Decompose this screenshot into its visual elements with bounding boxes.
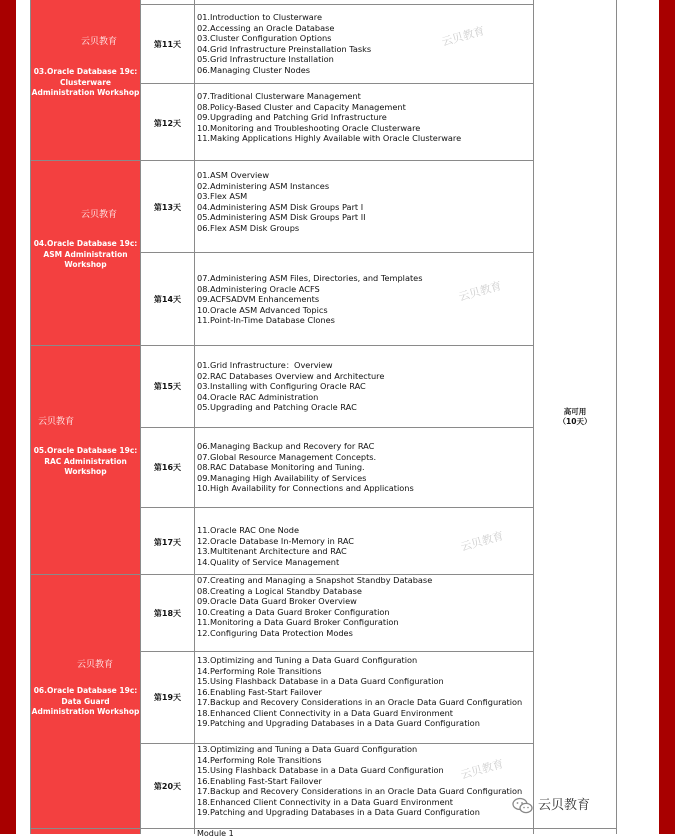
module-title-line: RAC Administration: [44, 456, 127, 466]
topic-item: 03.Installing with Configuring Oracle RAC: [197, 381, 366, 391]
topic-list: [197, 655, 522, 729]
topic-item: 14.Performing Role Transitions: [197, 754, 322, 765]
topic-item: 09.Managing High Availability of Services: [197, 472, 367, 483]
topic-item: 05.Administering ASM Disk Groups Part II: [197, 212, 366, 222]
wechat-icon: [512, 797, 534, 815]
module-title-line: Clusterware: [59, 77, 112, 87]
topic-item: 17.Backup and Recovery Considerations in an Oracle Data Guard Configuration: [197, 697, 523, 707]
topic-list: [197, 170, 366, 233]
topic-item: 04.Oracle RAC Administration: [197, 391, 319, 402]
topic-item: 06.Managing Backup and Recovery for RAC: [197, 441, 375, 451]
module-title-line: 04.Oracle Database 19c:: [33, 239, 138, 248]
right-red-border: [659, 0, 675, 834]
topic-item: 18.Enhanced Client Connectivity in a Data Guard Environment: [197, 796, 454, 807]
row-divider: [30, 160, 534, 161]
module-title-line: Data Guard: [61, 696, 110, 706]
day-label: 第13天: [153, 203, 182, 212]
day-label: 第17天: [153, 538, 182, 547]
module-title-line: Workshop: [64, 467, 107, 476]
module-title-rac: [31, 446, 140, 478]
day-label: 第15天: [153, 382, 182, 391]
table-border-right: [616, 0, 617, 834]
row-divider: [140, 651, 534, 652]
topic-item: 01.Grid Infrastructure：Overview: [197, 360, 333, 370]
row-divider: [30, 828, 616, 829]
topic-item: 17.Backup and Recovery Considerations in an Oracle Data Guard Configuration: [197, 786, 523, 796]
topic-item: 13.Optimizing and Tuning a Data Guard Configuration: [197, 744, 418, 754]
day-label: 第12天: [153, 119, 182, 128]
module-title-line: Workshop: [64, 260, 107, 269]
module-cell-clusterware: [31, 0, 140, 160]
brand-name: 云贝教育: [538, 798, 591, 813]
topic-list: [197, 273, 422, 326]
column-divider: [194, 0, 195, 834]
topic-item: 05.Grid Infrastructure Installation: [197, 54, 334, 64]
table-border-left: [30, 0, 31, 834]
topic-item: 12.Oracle Database In-Memory in RAC: [197, 535, 354, 546]
brand-watermark: [512, 794, 590, 815]
topic-item: 09.Oracle Data Guard Broker Overview: [197, 596, 357, 606]
topic-item: 02.Administering ASM Instances: [197, 180, 330, 191]
topic-item: 04.Administering ASM Disk Groups Part I: [197, 201, 364, 212]
module-title-line: 06.Oracle Database 19c:: [33, 686, 138, 695]
topic-item: 08.RAC Database Monitoring and Tuning.: [197, 462, 365, 472]
day-label: 第14天: [153, 295, 182, 304]
day-label: 第20天: [153, 782, 182, 791]
topic-item: 01.ASM Overview: [197, 170, 270, 180]
day-label: 第18天: [153, 609, 182, 618]
topic-item: 15.Using Flashback Database in a Data Guard Configuration: [197, 676, 444, 686]
topic-item: 10.Creating a Data Guard Broker Configuration: [197, 606, 390, 617]
topic-item: 11.Monitoring a Data Guard Broker Configuration: [197, 617, 399, 627]
topic-item: 15.Using Flashback Database in a Data Guard Configuration: [197, 765, 444, 775]
topic-item: 19.Patching and Upgrading Databases in a Data Guard Configuration: [197, 718, 480, 728]
module-watermark: 云贝教育: [81, 37, 118, 47]
module-cell-dataguard: [31, 575, 140, 834]
module-title-clusterware: [31, 67, 140, 99]
module-title-line: ASM Administration: [43, 249, 128, 259]
topic-item: 08.Policy-Based Cluster and Capacity Management: [197, 101, 406, 112]
watermark-text: 云贝教育: [440, 24, 487, 49]
topic-item: 11.Making Applications Highly Available with Oracle Clusterware: [197, 133, 462, 143]
topic-item: 19.Patching and Upgrading Databases in a Data Guard Configuration: [197, 807, 480, 817]
topic-item: 16.Enabling Fast-Start Failover: [197, 775, 322, 786]
topic-item: 02.Accessing an Oracle Database: [197, 22, 335, 33]
module-cell-asm: [31, 161, 140, 345]
module-watermark: 云贝教育: [38, 417, 75, 427]
topic-item: 11.Point-In-Time Database Clones: [197, 315, 335, 325]
total-title: 高可用: [563, 407, 587, 416]
topic-item: 03.Cluster Configuration Options: [197, 33, 332, 43]
module-title-line: Administration Workshop: [31, 88, 140, 97]
module-title-dataguard: [31, 686, 140, 718]
topic-item: 09.ACFSADVM Enhancements: [197, 294, 320, 304]
topic-item: 13.Optimizing and Tuning a Data Guard Configuration: [197, 655, 418, 665]
module-watermark: 云贝教育: [77, 660, 114, 670]
topic-item: 10.Monitoring and Troubleshooting Oracle Clusterware: [197, 122, 421, 133]
row-divider: [30, 345, 534, 346]
row-divider: [140, 507, 534, 508]
topic-item: 07.Global Resource Management Concepts.: [197, 451, 377, 462]
topic-item: 07.Creating and Managing a Snapshot Standby Database: [197, 575, 433, 585]
row-divider: [140, 252, 534, 253]
total-days-cell: [534, 407, 616, 427]
topic-item: 07.Administering ASM Files, Directories, and Templates: [197, 273, 423, 283]
topic-list: [197, 360, 384, 413]
day-label: 第16天: [153, 463, 182, 472]
watermark-text: 云贝教育: [459, 529, 506, 554]
topic-item: 08.Creating a Logical Standby Database: [197, 585, 362, 596]
module-watermark: 云贝教育: [81, 210, 118, 220]
topic-list: [197, 12, 371, 75]
left-red-border: [0, 0, 16, 834]
topic-item: 14.Performing Role Transitions: [197, 665, 322, 676]
module-title-line: 03.Oracle Database 19c:: [33, 67, 138, 76]
topic-list: [197, 91, 461, 144]
module-title-asm: [31, 239, 140, 271]
topic-item: 07.Traditional Clusterware Management: [197, 91, 361, 101]
day-label: 第11天: [153, 40, 182, 49]
topic-item: 18.Enhanced Client Connectivity in a Data Guard Environment: [197, 707, 454, 718]
topic-item: 16.Enabling Fast-Start Failover: [197, 686, 322, 697]
topic-item: 06.Flex ASM Disk Groups: [197, 222, 300, 233]
topic-item: 10.Oracle ASM Advanced Topics: [197, 304, 328, 315]
topic-item: 12.Configuring Data Protection Modes: [197, 627, 353, 638]
topic-item: 08.Administering Oracle ACFS: [197, 283, 320, 294]
topic-item: 04.Grid Infrastructure Preinstallation Tasks: [197, 43, 372, 54]
topic-item: 05.Upgrading and Patching Oracle RAC: [197, 402, 357, 412]
topic-list: [197, 525, 354, 567]
topic-item: 14.Quality of Service Management: [197, 556, 340, 567]
topic-item: 03.Flex ASM: [197, 191, 248, 201]
watermark-text: 云贝教育: [459, 757, 506, 782]
module-title-line: 05.Oracle Database 19c:: [33, 446, 138, 455]
module-title-line: Administration Workshop: [31, 707, 140, 716]
topic-list: [197, 744, 522, 818]
topic-list: [197, 575, 432, 638]
topic-item: 09.Upgrading and Patching Grid Infrastructure: [197, 112, 387, 122]
topic-item: 01.Introduction to Clusterware: [197, 12, 323, 22]
row-divider: [140, 4, 534, 5]
day-label: 第19天: [153, 693, 182, 702]
total-days: （10天）: [558, 417, 592, 426]
topic-item: 06.Managing Cluster Nodes: [197, 64, 311, 75]
row-divider: [140, 427, 534, 428]
topic-item: 11.Oracle RAC One Node: [197, 525, 300, 535]
topic-item: 02.RAC Databases Overview and Architecture: [197, 370, 385, 381]
module-cell-rac: [31, 346, 140, 574]
topic-item: 13.Multitenant Architecture and RAC: [197, 546, 347, 556]
topic-item: 10.High Availability for Connections and Applications: [197, 483, 414, 493]
watermark-text: 云贝教育: [457, 279, 504, 304]
topic-list: [197, 441, 414, 494]
cutoff-text: Module 1: [197, 829, 234, 838]
row-divider: [140, 83, 534, 84]
